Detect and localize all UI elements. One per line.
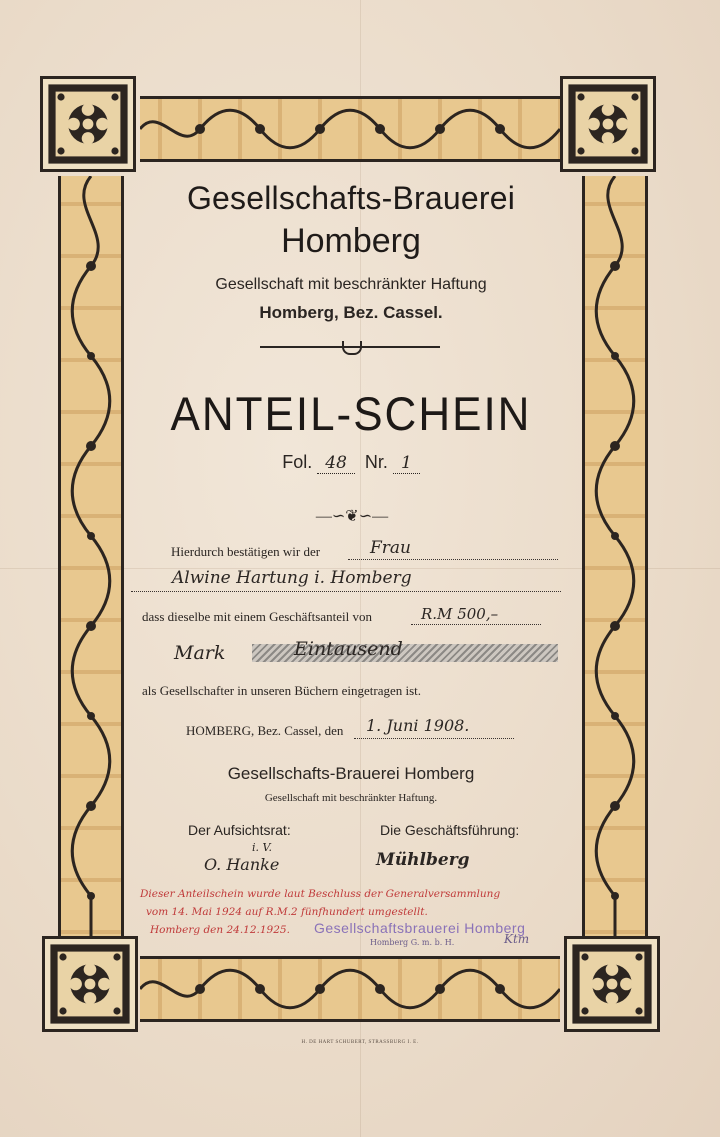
certificate-title: ANTEIL-SCHEIN: [170, 388, 532, 441]
annotation-line-2: vom 14. Mai 1924 auf R.M.2 fünfhundert umgestellt.: [146, 906, 428, 918]
vine-ornament: [61, 176, 121, 936]
annotation-line-1: Dieser Anteilschein wurde laut Beschluss der Generalversammlung: [140, 888, 501, 900]
divider-ornament-icon: —∽❦∽—: [315, 508, 389, 525]
signature-proxy: i. V.: [252, 841, 273, 854]
fill-line: [354, 738, 514, 739]
handwritten-date: 1. Juni 1908.: [366, 716, 470, 735]
handwritten-salutation: Frau: [370, 538, 412, 558]
fill-line: [348, 559, 558, 560]
frame-right-band: [582, 176, 648, 936]
certificate-body: [126, 158, 576, 948]
management-label: Die Geschäftsführung:: [380, 822, 520, 838]
handwritten-name: Alwine Hartung i. Homberg: [172, 568, 412, 588]
supervisory-board-label: Der Aufsichtsrat:: [188, 822, 291, 838]
signature-supervisory: O. Hanke: [204, 855, 280, 874]
body-line-5: als Gesellschafter in unseren Büchern eingetragen ist.: [142, 683, 422, 698]
frame-left-band: [58, 176, 124, 936]
corner-rosette-icon: [42, 936, 138, 1032]
fill-line: [131, 591, 561, 592]
company-stamp: Gesellschaftsbrauerei Homberg: [314, 920, 526, 936]
corner-rosette-icon: [564, 936, 660, 1032]
stamp-subline: Homberg G. m. b. H.: [370, 938, 455, 947]
number-label: Nr.: [364, 452, 388, 472]
signature-management: Mühlberg: [376, 850, 470, 870]
footer-legal-form: Gesellschaft mit beschränkter Haftung.: [264, 792, 438, 804]
vine-ornament: [585, 176, 645, 936]
corner-rosette-icon: [40, 76, 136, 172]
body-line-3: dass dieselbe mit einem Geschäftsanteil von: [142, 609, 372, 624]
divider-ornament-icon: [342, 341, 362, 355]
number-value: 1: [393, 453, 420, 474]
company-name: Gesellschafts-Brauerei: [186, 180, 516, 216]
annotation-line-3: Homberg den 24.12.1925.: [150, 924, 290, 936]
fill-line: [411, 624, 541, 625]
handwritten-amount: R.M 500,–: [421, 605, 499, 623]
company-legal-form: Gesellschaft mit beschränkter Haftung: [215, 276, 487, 293]
footer-company: Gesellschafts-Brauerei Homberg: [227, 764, 475, 783]
folio-label: Fol.: [282, 452, 313, 472]
stamp-signature: Ktm: [504, 932, 530, 946]
printer-credit: H. DE HART SCHUBERT, STRASSBURG I. E.: [301, 1040, 419, 1045]
handwritten-currency: Mark: [174, 642, 226, 664]
vine-ornament: [140, 99, 560, 159]
frame-top-band: [140, 96, 560, 162]
frame-bottom-band: [140, 956, 560, 1022]
issue-place: HOMBERG, Bez. Cassel, den: [186, 723, 344, 738]
company-location: Homberg, Bez. Cassel.: [259, 303, 443, 322]
body-line-1: Hierdurch bestätigen wir der: [171, 544, 321, 559]
folio-row: [126, 452, 576, 473]
company-city: Homberg: [281, 222, 421, 260]
vine-ornament: [140, 959, 560, 1019]
folio-value: 48: [317, 453, 355, 474]
handwritten-amount-words: Eintausend: [294, 638, 403, 660]
